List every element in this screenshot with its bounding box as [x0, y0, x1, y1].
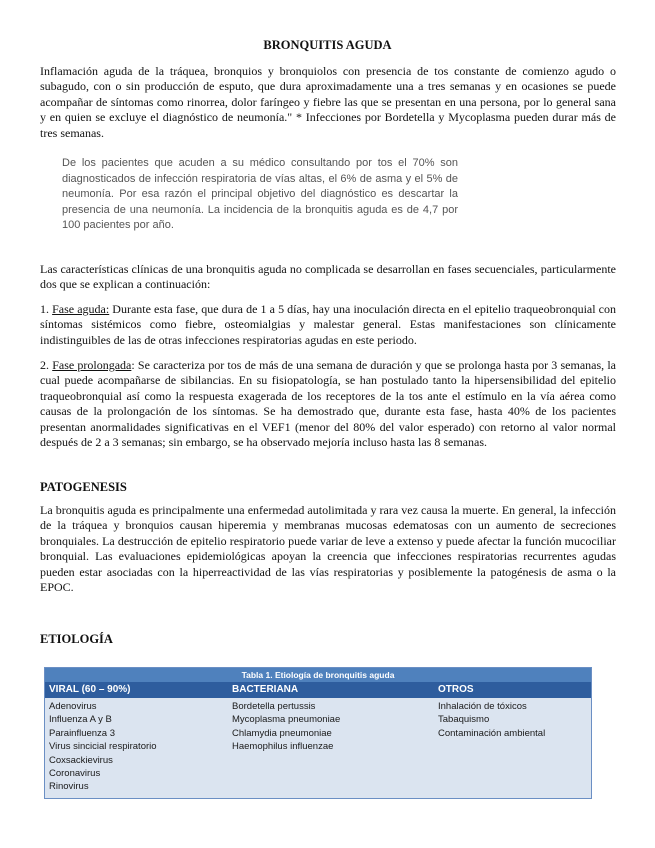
list-item: Inhalación de tóxicos [438, 701, 527, 712]
list-item: Bordetella pertussis [232, 701, 316, 712]
list-item: Virus sincicial respiratorio [49, 741, 157, 753]
quoted-excerpt: De los pacientes que acuden a su médico consultando por tos el 70% son diagnosticados de infección respiratoria de vías altas, el 6% de asma y el 5% de neumonía. Por esa razón el principal objetivo del diagnóstico es descartar la presencia de una neumonía. La incidencia de la bronquitis aguda es de 4,7 por 100 pacientes por año. [62, 157, 458, 232]
list-item: Chlamydia pneumoniae [232, 727, 332, 739]
phase-acute-text: Durante esta fase, que dura de 1 a 5 días, hay una inoculación directa en el epitelio traqueobronquial con síntomas sistémicos como fiebre, osteomialgias y malestar general. Estas manifestaciones son clínicamente indistinguibles de las de otras infecciones respiratorias agudas en este periodo. [40, 302, 616, 347]
phase-prolonged-number: 2. [40, 358, 53, 372]
phase-acute-label: Fase aguda: [52, 302, 110, 316]
header-viral: VIRAL (60 – 90%) [49, 684, 131, 695]
header-bacteriana: BACTERIANA [232, 684, 299, 695]
list-item: Mycoplasma pneumoniae [232, 714, 341, 726]
otros-column [438, 700, 545, 740]
list-item: Tabaquismo [438, 714, 490, 726]
table-header-row [45, 682, 591, 698]
table-caption: Tabla 1. Etiología de bronquitis aguda [45, 668, 591, 682]
patogenesis-paragraph: La bronquitis aguda es principalmente una enfermedad autolimitada y rara vez causa la muerte. En general, la infección de la tráquea y bronquios causan hiperemia y membranas mucosas edematosas con un aumento de secreciones bronquiales. La destrucción de epitelio respiratorio puede variar de leve a extenso y puede afectar la función mucociliar bronquial. Las evaluaciones epidemiológicas apoyan la creencia que infecciones respiratorias recurrentes agudas pueden estar asociadas con la hiperreactividad de las vías respiratorias y posiblemente la patogénesis de asma o la EPOC. [40, 503, 616, 595]
patogenesis-heading: PATOGENESIS [40, 480, 127, 494]
list-item: Coxsackievirus [49, 754, 113, 766]
list-item: Contaminación ambiental [438, 727, 546, 739]
list-item: Adenovirus [49, 701, 97, 712]
characteristics-paragraph: Las características clínicas de una bronquitis aguda no complicada se desarrollan en fases secuenciales, particularmente dos que se explican a continuación: [40, 262, 616, 292]
phase-prolonged-paragraph [40, 358, 616, 450]
header-otros: OTROS [438, 684, 474, 695]
phase-prolonged-text: : Se caracteriza por tos de más de una semana de duración y que se prolonga hasta por 3 semanas, la cual puede acompañarse de sibilancias. En su fisiopatología, se han postulado tanto la hipersensibilidad del epitelio traqueobronquial así como la respuesta exagerada de los receptores de la tos ante el estímulo en la vía aérea como causas de la prolongación de los síntomas. Se ha demostrado que, durante esta fase, hasta 40% de los pacientes presentan anormalidades significativas en el VEF1 (menor del 80% del valor esperado) con retorno al valor normal después de 2 a 3 semanas; sin embargo, se ha observado mejoría incluso hasta las 8 semanas. [40, 358, 617, 450]
intro-paragraph: Inflamación aguda de la tráquea, bronquios y bronquiolos con presencia de tos constante de comienzo agudo o subagudo, con o sin producción de esputo, que dura aproximadamente una a tres semanas y en ocasiones se puede acompañar de síntomas como rinorrea, dolor faríngeo y fiebre las que se presentan en una persona, por lo general sana y en quien se excluye el diagnóstico de neumonía." * Infecciones por Bordetella y Mycoplasma pueden durar más de tres semanas. [40, 64, 616, 140]
list-item: Rinovirus [49, 781, 89, 793]
document-title: BRONQUITIS AGUDA [263, 38, 392, 52]
viral-column [49, 700, 157, 794]
phase-acute-paragraph [40, 302, 616, 348]
list-item: Haemophilus influenzae [232, 741, 334, 753]
phase-acute-number: 1. [40, 302, 53, 316]
list-item: Coronavirus [49, 768, 101, 780]
list-item: Parainfluenza 3 [49, 727, 116, 739]
etiologia-heading: ETIOLOGÍA [40, 632, 113, 646]
phase-prolonged-label: Fase prolongada [52, 358, 132, 372]
table-body [45, 698, 591, 798]
bacteriana-column [232, 700, 340, 754]
etiology-table [44, 667, 592, 799]
list-item: Influenza A y B [49, 714, 112, 726]
